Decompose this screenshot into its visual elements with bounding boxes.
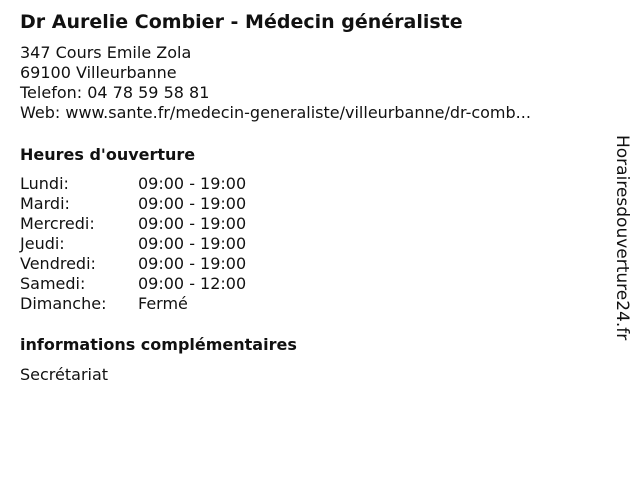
site-watermark: Horairesdouverture24.fr: [612, 135, 632, 341]
hours-time: Fermé: [138, 294, 188, 313]
address-block: [20, 43, 531, 123]
info-heading: informations complémentaires: [20, 335, 297, 354]
hours-time: 09:00 - 19:00: [138, 214, 247, 233]
phone-number: Telefon: 04 78 59 58 81: [20, 83, 210, 102]
hours-row: [20, 194, 246, 214]
address-street: 347 Cours Emile Zola: [20, 43, 192, 62]
hours-row: [20, 214, 246, 234]
hours-day: Vendredi:: [20, 254, 96, 273]
hours-row: [20, 294, 246, 314]
hours-row: [20, 254, 246, 274]
page-title: Dr Aurelie Combier - Médecin généraliste: [20, 11, 463, 33]
hours-row: [20, 174, 246, 194]
hours-day: Lundi:: [20, 174, 69, 193]
address-city: 69100 Villeurbanne: [20, 63, 177, 82]
hours-day: Dimanche:: [20, 294, 107, 313]
hours-row: [20, 234, 246, 254]
hours-day: Samedi:: [20, 274, 86, 293]
info-text: Secrétariat: [20, 365, 109, 384]
website-link[interactable]: Web: www.sante.fr/medecin-generaliste/villeurbanne/dr-comb...: [20, 103, 531, 122]
hours-day: Mardi:: [20, 194, 70, 213]
hours-time: 09:00 - 12:00: [138, 274, 247, 293]
hours-table: [20, 174, 246, 314]
hours-heading: Heures d'ouverture: [20, 145, 196, 164]
hours-row: [20, 274, 246, 294]
hours-time: 09:00 - 19:00: [138, 194, 247, 213]
hours-time: 09:00 - 19:00: [138, 234, 247, 253]
hours-day: Mercredi:: [20, 214, 95, 233]
hours-time: 09:00 - 19:00: [138, 174, 247, 193]
hours-day: Jeudi:: [20, 234, 65, 253]
hours-time: 09:00 - 19:00: [138, 254, 247, 273]
